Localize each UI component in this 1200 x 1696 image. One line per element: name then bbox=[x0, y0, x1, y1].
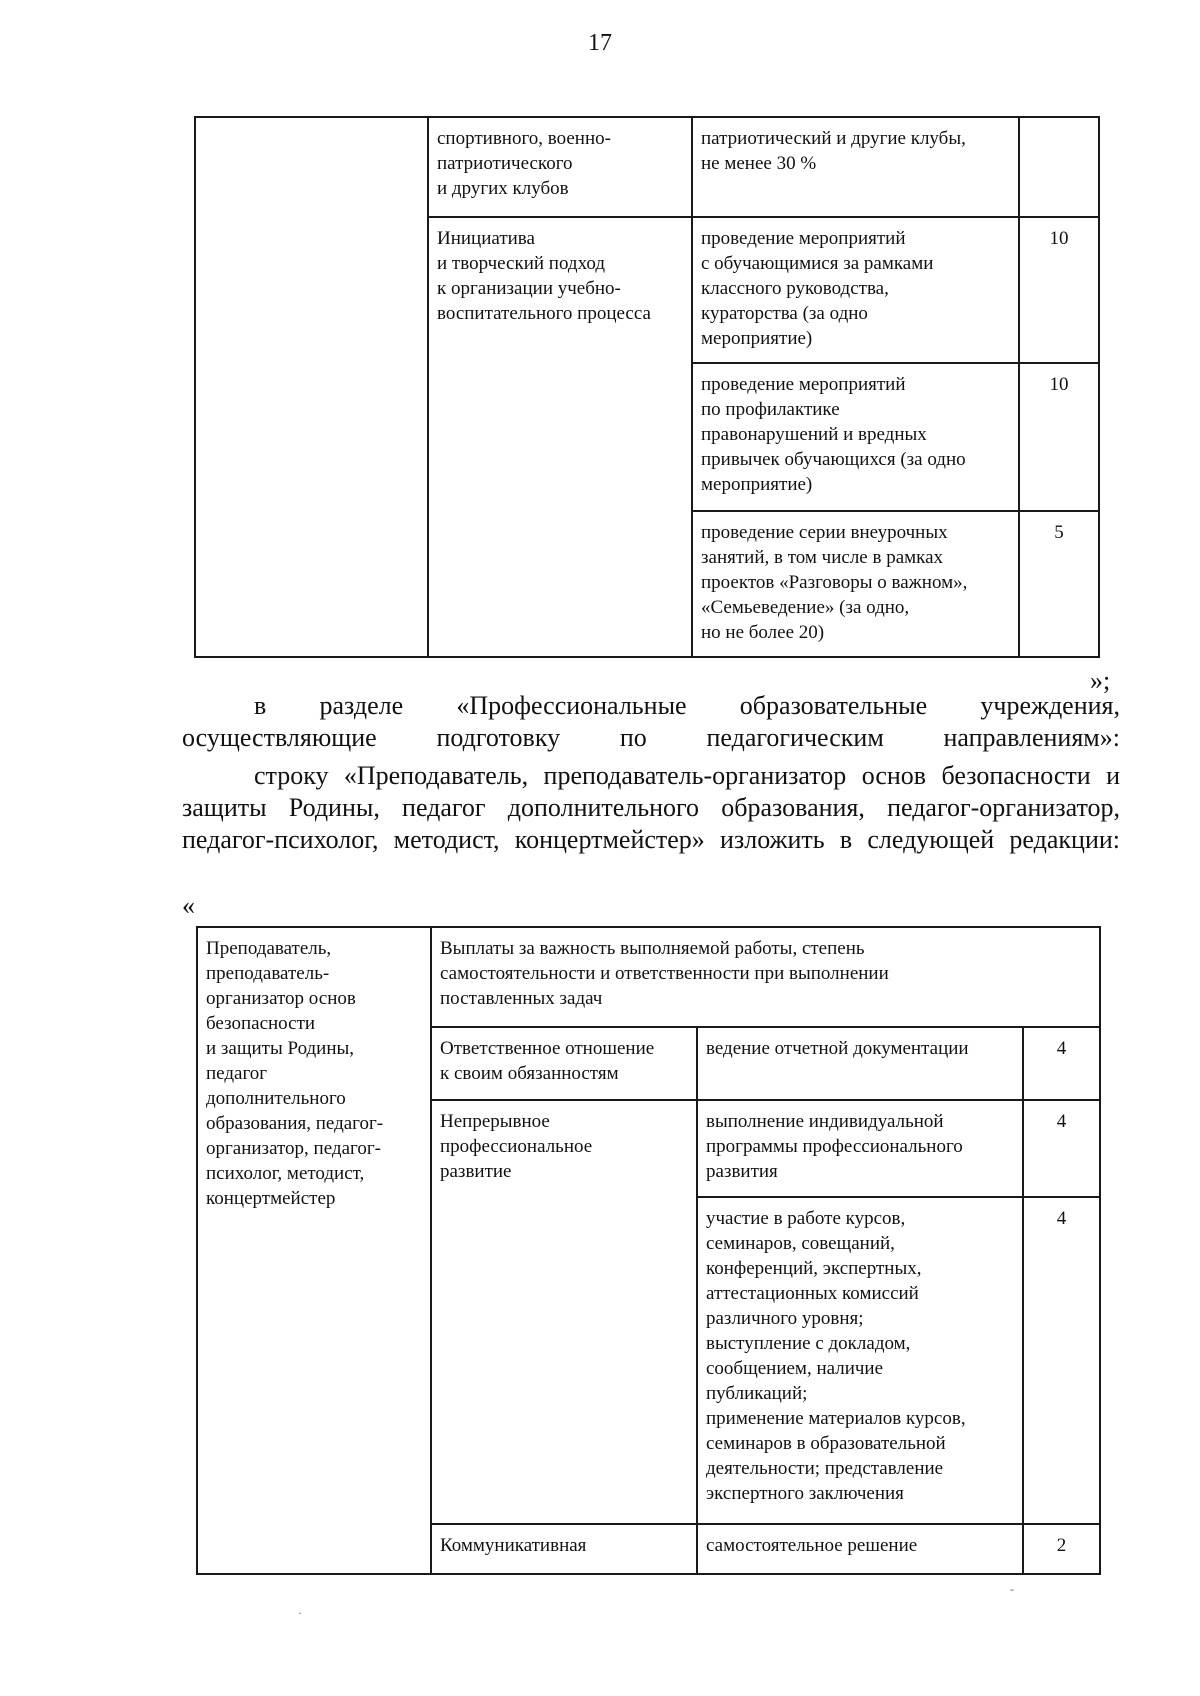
indicator-cell: самостоятельное решение bbox=[697, 1524, 1023, 1574]
indicator-cell: ведение отчетной документации bbox=[697, 1027, 1023, 1100]
score-cell: 10 bbox=[1019, 217, 1099, 363]
paragraph-text: в разделе «Профессиональные образовательные учреждения, осуществляющие подготовку по педагогическим направлениям»: bbox=[182, 691, 1120, 752]
score-cell: 5 bbox=[1019, 511, 1099, 657]
indicator-cell: проведение мероприятий с обучающимися за рамками классного руководства, кураторства (за одно мероприятие) bbox=[692, 217, 1019, 363]
criterion-cell: Инициатива и творческий подход к организации учебно- воспитательного процесса bbox=[428, 217, 692, 657]
position-cell-empty bbox=[195, 117, 428, 657]
score-cell: 4 bbox=[1023, 1100, 1100, 1197]
criterion-cell: Непрерывное профессиональное развитие bbox=[431, 1100, 697, 1524]
scan-speck: - bbox=[1010, 1582, 1014, 1596]
score-cell: 10 bbox=[1019, 363, 1099, 511]
indicator-cell: проведение серии внеурочных занятий, в том числе в рамках проектов «Разговоры о важном», «Семьеведение» (за одно, но не более 20) bbox=[692, 511, 1019, 657]
position-cell: Преподаватель, преподаватель- организатор основ безопасности и защиты Родины, педагог дополнительного образования, педагог- организатор, педагог- психолог, методист, концертмейстер bbox=[197, 927, 431, 1574]
score-cell bbox=[1019, 117, 1099, 217]
indicator-cell: выполнение индивидуальной программы профессионального развития bbox=[697, 1100, 1023, 1197]
opening-quote: « bbox=[182, 891, 195, 920]
page-number: 17 bbox=[588, 30, 612, 56]
payment-header-cell: Выплаты за важность выполняемой работы, степень самостоятельности и ответственности при выполнении поставленных задач bbox=[431, 927, 1100, 1027]
score-cell: 4 bbox=[1023, 1197, 1100, 1524]
criterion-cell: Ответственное отношение к своим обязанностям bbox=[431, 1027, 697, 1100]
indicator-cell: проведение мероприятий по профилактике правонарушений и вредных привычек обучающихся (за одно мероприятие) bbox=[692, 363, 1019, 511]
scan-speck: · bbox=[298, 1606, 302, 1620]
criteria-table-new bbox=[196, 926, 1101, 1575]
criterion-cell: Коммуникативная bbox=[431, 1524, 697, 1574]
score-cell: 2 bbox=[1023, 1524, 1100, 1574]
criteria-table-continued bbox=[194, 116, 1100, 658]
paragraph-section-reference bbox=[182, 690, 1120, 754]
table-row bbox=[195, 117, 1099, 217]
table-row bbox=[197, 927, 1100, 1027]
paragraph-text: строку «Преподаватель, преподаватель-организатор основ безопасности и защиты Родины, педагог дополнительного образования, педагог-организатор, педагог-психолог, методист, концертмейстер» изложить в следующей редакции: bbox=[182, 761, 1120, 854]
criterion-cell: спортивного, военно- патриотического и других клубов bbox=[428, 117, 692, 217]
indicator-cell: патриотический и другие клубы, не менее 30 % bbox=[692, 117, 1019, 217]
paragraph-replace-row bbox=[182, 760, 1120, 856]
score-cell: 4 bbox=[1023, 1027, 1100, 1100]
closing-quote: »; bbox=[1090, 666, 1111, 695]
indicator-cell: участие в работе курсов, семинаров, совещаний, конференций, экспертных, аттестационных комиссий различного уровня; выступление с докладом, сообщением, наличие публикаций; применение материалов курсов, семинаров в образовательной деятельности; представление экспертного заключения bbox=[697, 1197, 1023, 1524]
